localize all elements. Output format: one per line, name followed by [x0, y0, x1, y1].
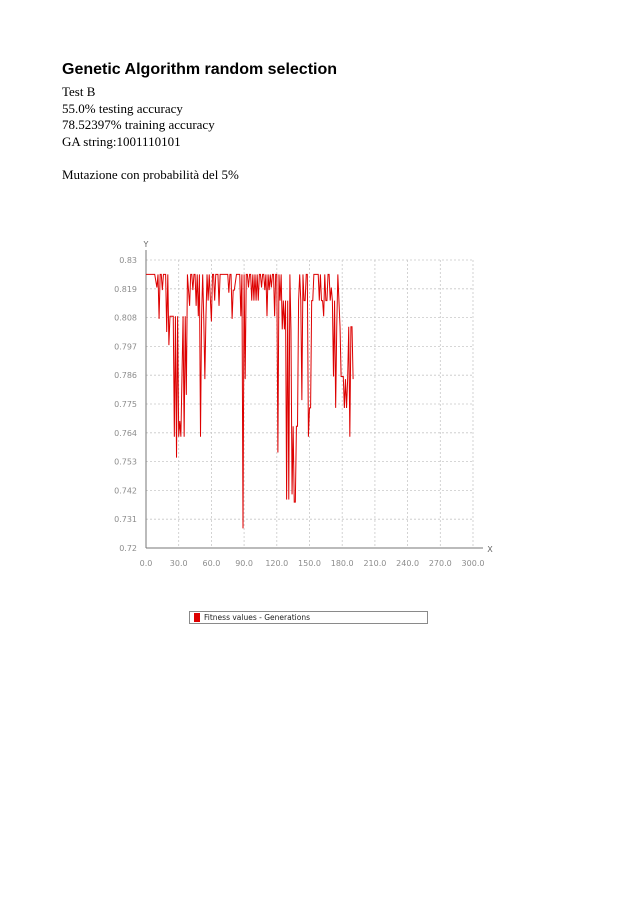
- training-accuracy: 78.52397% training accuracy: [62, 117, 215, 132]
- x-tick-label: 240.0: [396, 559, 420, 568]
- x-tick-label: 210.0: [363, 559, 387, 568]
- chart-legend: [189, 611, 428, 624]
- ga-string: GA string:1001110101: [62, 133, 181, 149]
- chart-grid: [146, 260, 473, 548]
- document-title: Genetic Algorithm random selection: [62, 61, 338, 78]
- y-axis-label: Y: [143, 240, 149, 249]
- mutation-note: Mutazione con probabilità del 5%: [62, 166, 239, 182]
- y-tick-label: 0.764: [114, 428, 137, 438]
- x-tick-label: 120.0: [265, 559, 289, 568]
- x-tick-label: 60.0: [202, 559, 221, 568]
- x-tick-label: 30.0: [169, 559, 188, 568]
- x-tick-label: 180.0: [330, 559, 354, 568]
- testing-accuracy: 55.0% testing accuracy: [62, 100, 183, 116]
- legend-label: Fitness values - Generations: [204, 613, 310, 622]
- y-tick-label: 0.83: [119, 256, 137, 265]
- chart-tick-labels: [114, 256, 484, 568]
- x-tick-label: 300.0: [461, 559, 485, 568]
- y-tick-label: 0.786: [114, 371, 137, 381]
- test-name: Test B: [62, 84, 96, 99]
- legend-swatch: [194, 613, 200, 622]
- y-tick-label: 0.808: [114, 313, 137, 323]
- y-tick-label: 0.819: [114, 284, 137, 294]
- x-tick-label: 90.0: [235, 559, 254, 568]
- y-tick-label: 0.753: [114, 457, 137, 467]
- y-tick-label: 0.742: [114, 486, 137, 496]
- x-tick-label: 0.0: [139, 559, 153, 568]
- y-tick-label: 0.797: [114, 342, 137, 352]
- y-tick-label: 0.731: [114, 515, 137, 525]
- x-axis-label: X: [487, 545, 493, 554]
- x-tick-label: 150.0: [298, 559, 321, 568]
- y-tick-label: 0.72: [119, 544, 137, 553]
- y-tick-label: 0.775: [114, 400, 137, 409]
- x-tick-label: 270.0: [428, 559, 452, 568]
